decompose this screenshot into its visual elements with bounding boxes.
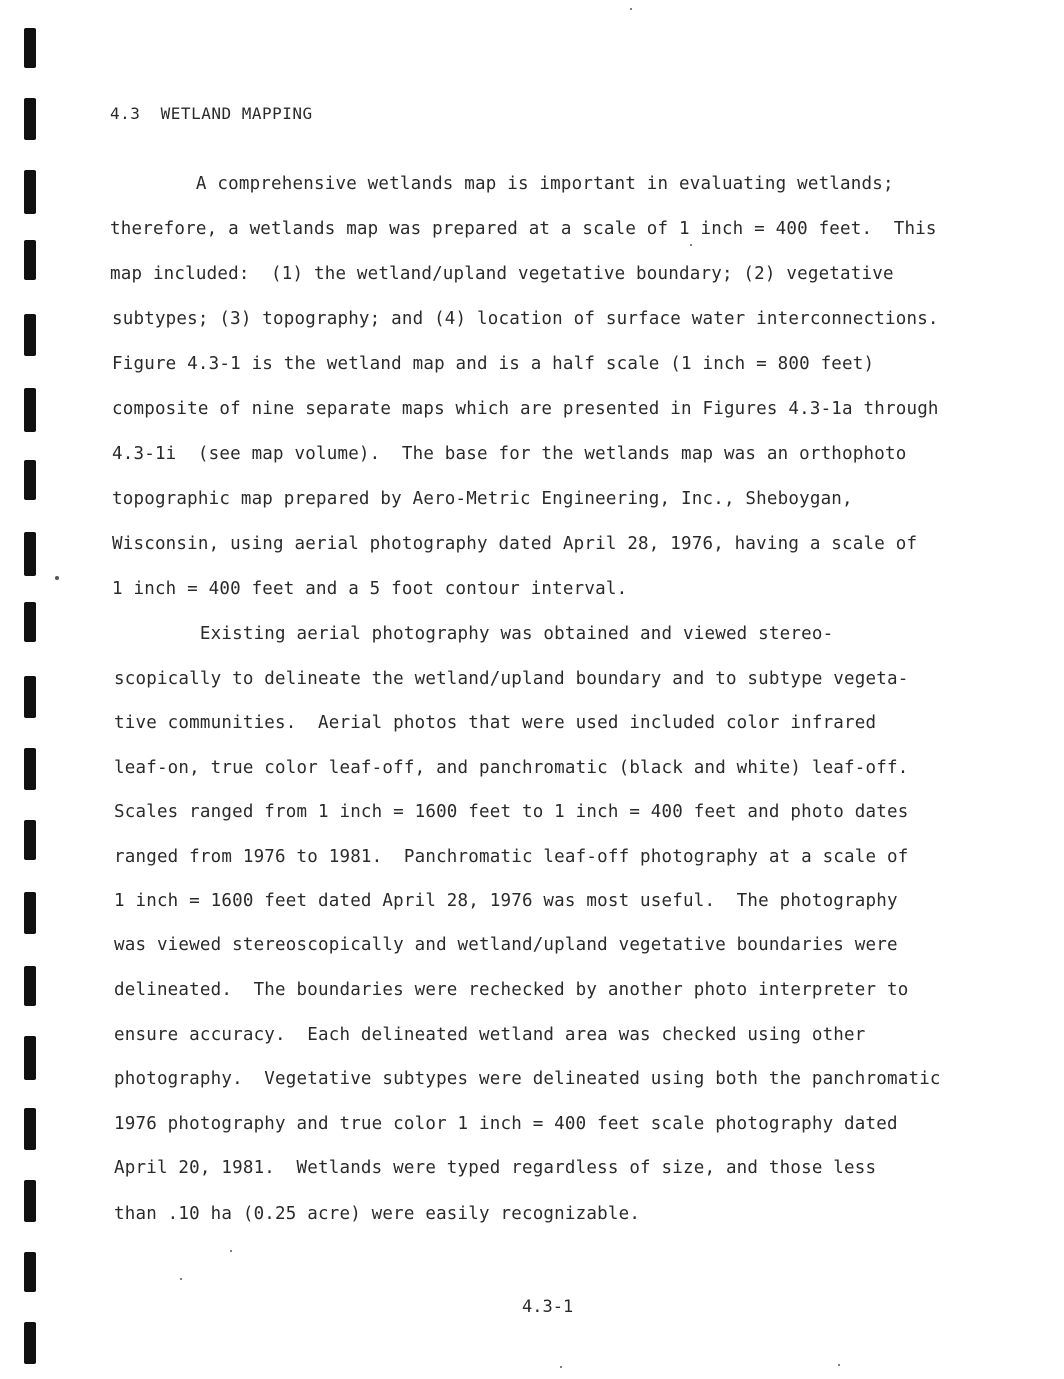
binding-hole (24, 1180, 36, 1222)
binding-hole (24, 748, 36, 790)
body-line: Figure 4.3-1 is the wetland map and is a half scale (1 inch = 800 feet) (112, 354, 875, 374)
body-line: therefore, a wetlands map was prepared at a scale of 1 inch = 400 feet. This (110, 219, 937, 239)
body-line: 1976 photography and true color 1 inch = 400 feet scale photography dated (114, 1114, 898, 1134)
scan-speck (180, 1278, 182, 1280)
binding-hole (24, 388, 36, 432)
body-line: leaf-on, true color leaf-off, and panchromatic (black and white) leaf-off. (114, 758, 909, 778)
body-line: Existing aerial photography was obtained and viewed stereo- (114, 624, 834, 644)
scan-speck (838, 1364, 840, 1366)
binding-hole (24, 966, 36, 1006)
body-line: delineated. The boundaries were rechecked by another photo interpreter to (114, 980, 909, 1000)
body-line: was viewed stereoscopically and wetland/upland vegetative boundaries were (114, 935, 898, 955)
binding-hole (24, 602, 36, 642)
body-line: scopically to delineate the wetland/upland boundary and to subtype vegeta- (114, 669, 909, 689)
scan-speck (55, 576, 59, 580)
body-line: A comprehensive wetlands map is important in evaluating wetlands; (110, 174, 894, 194)
body-line: Wisconsin, using aerial photography dated April 28, 1976, having a scale of (112, 534, 918, 554)
scan-speck (690, 244, 692, 246)
binding-hole (24, 1036, 36, 1080)
body-line: Scales ranged from 1 inch = 1600 feet to 1 inch = 400 feet and photo dates (114, 802, 909, 822)
body-line: 1 inch = 400 feet and a 5 foot contour interval. (112, 579, 628, 599)
scan-speck (630, 8, 632, 10)
binding-hole (24, 460, 36, 500)
binding-holes (0, 0, 60, 1379)
binding-hole (24, 314, 36, 356)
binding-hole (24, 820, 36, 860)
binding-hole (24, 1108, 36, 1150)
body-line: ensure accuracy. Each delineated wetland area was checked using other (114, 1025, 866, 1045)
scan-speck (560, 1366, 562, 1368)
page-number: 4.3-1 (522, 1297, 574, 1317)
section-heading: 4.3 WETLAND MAPPING (110, 104, 313, 123)
body-line: ranged from 1976 to 1981. Panchromatic leaf-off photography at a scale of (114, 847, 909, 867)
body-line: composite of nine separate maps which are presented in Figures 4.3-1a through (112, 399, 939, 419)
body-line: photography. Vegetative subtypes were delineated using both the panchromatic (114, 1069, 941, 1089)
body-line: 4.3-1i (see map volume). The base for the wetlands map was an orthophoto (112, 444, 907, 464)
body-line: topographic map prepared by Aero-Metric Engineering, Inc., Sheboygan, (112, 489, 853, 509)
binding-hole (24, 892, 36, 934)
body-line: map included: (1) the wetland/upland vegetative boundary; (2) vegetative (110, 264, 894, 284)
body-line: subtypes; (3) topography; and (4) location of surface water interconnections. (112, 309, 939, 329)
binding-hole (24, 676, 36, 718)
body-line: tive communities. Aerial photos that were used included color infrared (114, 713, 877, 733)
binding-hole (24, 1252, 36, 1292)
scan-speck (230, 1250, 232, 1252)
body-line: 1 inch = 1600 feet dated April 28, 1976 was most useful. The photography (114, 891, 898, 911)
binding-hole (24, 170, 36, 214)
body-line: April 20, 1981. Wetlands were typed regardless of size, and those less (114, 1158, 877, 1178)
binding-hole (24, 240, 36, 280)
binding-hole (24, 98, 36, 140)
binding-hole (24, 28, 36, 68)
body-line: than .10 ha (0.25 acre) were easily recognizable. (114, 1204, 641, 1224)
binding-hole (24, 1322, 36, 1364)
binding-hole (24, 532, 36, 576)
